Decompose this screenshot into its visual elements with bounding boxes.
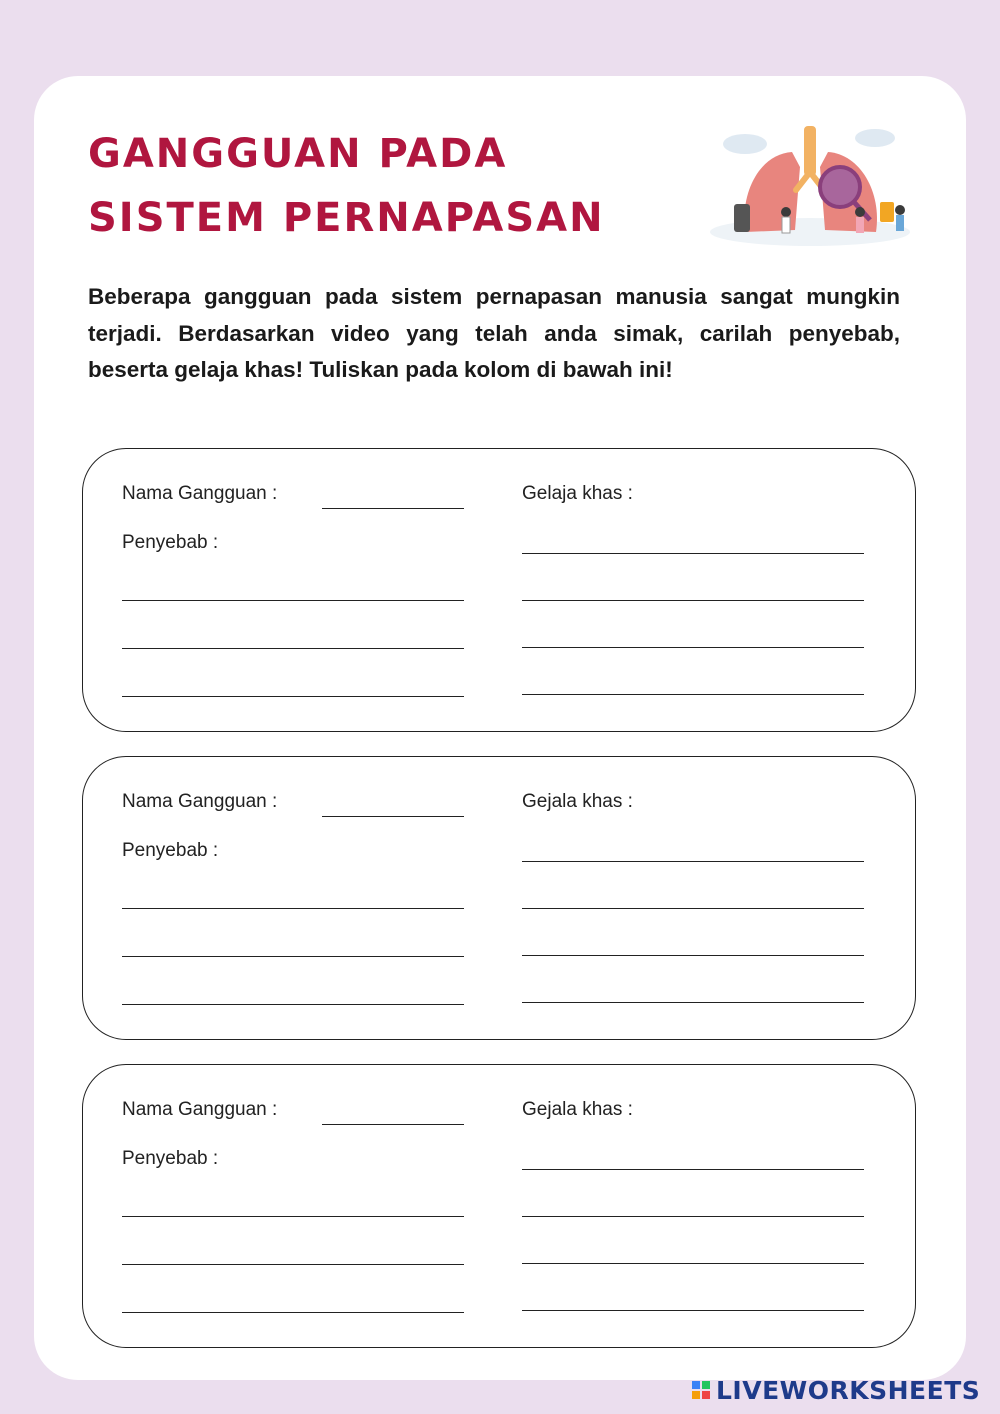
symptom-field[interactable]	[522, 1216, 864, 1217]
cause-label: Penyebab :	[122, 532, 219, 553]
disorder-name-label: Nama Gangguan :	[122, 1099, 278, 1120]
watermark-text: LIVEWORKSHEETS	[716, 1375, 981, 1405]
cause-label: Penyebab :	[122, 840, 219, 861]
disorder-name-field[interactable]	[322, 816, 464, 817]
page-title: GANGGUAN PADA SISTEM PERNAPASAN	[88, 131, 605, 241]
lungs-illustration	[700, 112, 920, 257]
liveworksheets-logo-icon	[692, 1381, 710, 1399]
symptom-field[interactable]	[522, 908, 864, 909]
symptom-field[interactable]	[522, 1002, 864, 1003]
symptom-field[interactable]	[522, 1169, 864, 1170]
symptom-field[interactable]	[522, 955, 864, 956]
symptom-label: Gejala khas :	[522, 1099, 633, 1120]
disorder-name-field[interactable]	[322, 508, 464, 509]
symptom-field[interactable]	[522, 1263, 864, 1264]
cause-field[interactable]	[122, 600, 464, 601]
symptom-label: Gelaja khas :	[522, 483, 633, 504]
cause-field[interactable]	[122, 1004, 464, 1005]
cause-field[interactable]	[122, 1264, 464, 1265]
symptom-field[interactable]	[522, 861, 864, 862]
symptom-field[interactable]	[522, 694, 864, 695]
cause-field[interactable]	[122, 648, 464, 649]
disorder-name-label: Nama Gangguan :	[122, 483, 278, 504]
symptom-label: Gejala khas :	[522, 791, 633, 812]
cause-field[interactable]	[122, 908, 464, 909]
disorder-name-field[interactable]	[322, 1124, 464, 1125]
cause-field[interactable]	[122, 1216, 464, 1217]
symptom-field[interactable]	[522, 553, 864, 554]
instructions: Beberapa gangguan pada sistem pernapasan manusia sangat mungkin terjadi. Berdasarkan video yang telah anda simak, carilah penyebab, beserta gelaja khas! Tuliskan pada kolom di bawah ini!	[88, 284, 900, 382]
liveworksheets-watermark	[692, 1374, 980, 1406]
disorder-name-label: Nama Gangguan :	[122, 791, 278, 812]
cause-field[interactable]	[122, 1312, 464, 1313]
cause-field[interactable]	[122, 956, 464, 957]
cause-field[interactable]	[122, 696, 464, 697]
symptom-field[interactable]	[522, 600, 864, 601]
symptom-field[interactable]	[522, 647, 864, 648]
symptom-field[interactable]	[522, 1310, 864, 1311]
cause-label: Penyebab :	[122, 1148, 219, 1169]
